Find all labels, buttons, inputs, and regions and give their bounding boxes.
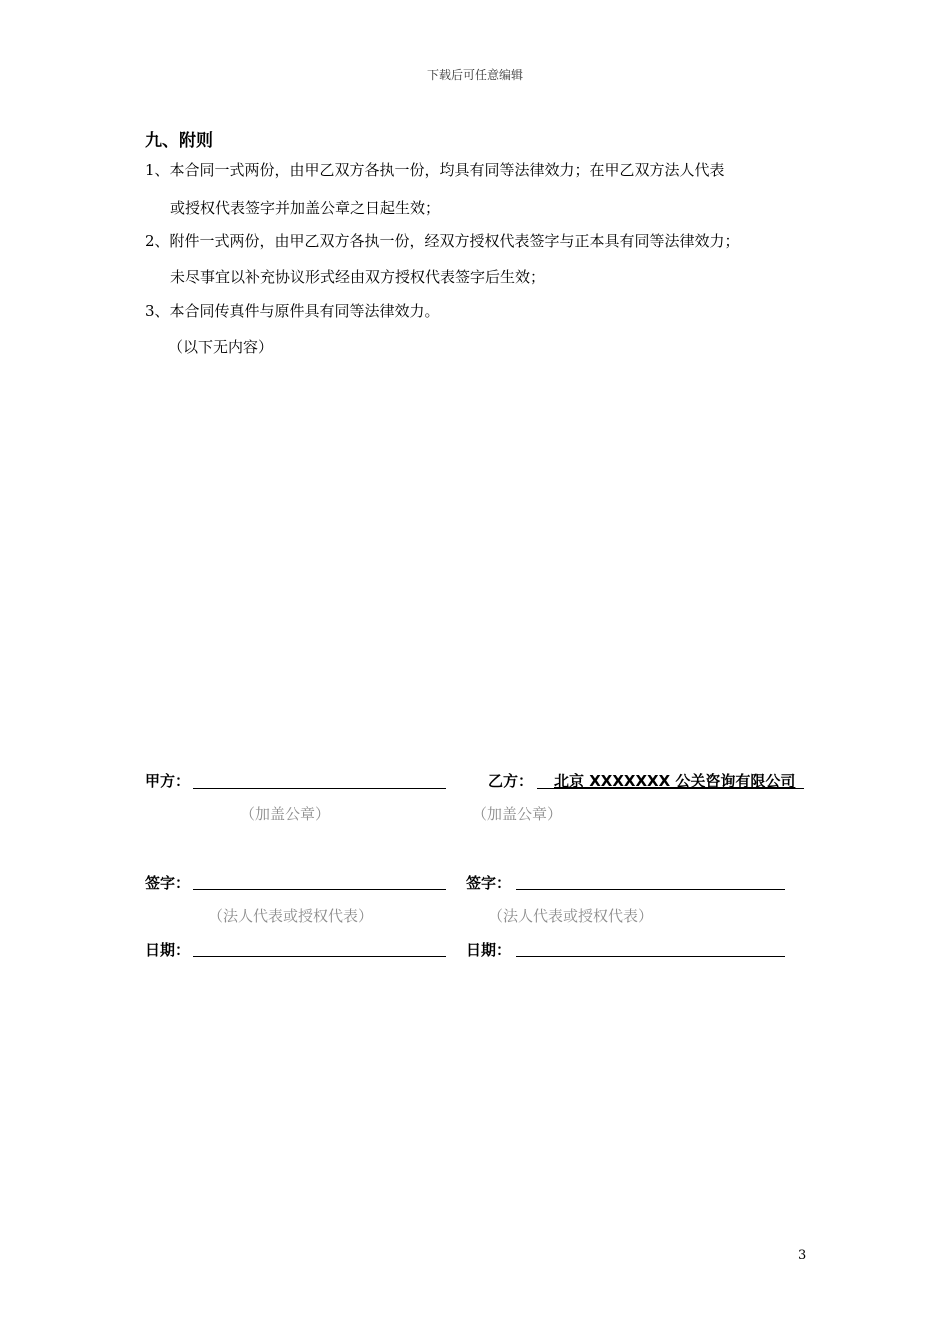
party-b-sign-label: 签字：: [466, 874, 512, 892]
party-b-seal-hint: （加盖公章）: [472, 805, 563, 823]
party-b-company: 北京 XXXXXXX 公关咨询有限公司: [554, 772, 796, 790]
party-b-sign-hint: （法人代表或授权代表）: [488, 907, 654, 925]
clause-2-line-2: 未尽事宜以补充协议形式经由双方授权代表签字后生效；: [170, 268, 546, 286]
party-a-sign-label: 签字：: [145, 874, 191, 892]
clause-1-line-1: 1、本合同一式两份，由甲乙双方各执一份，均具有同等法律效力；在甲乙双方法人代表: [145, 161, 725, 179]
clause-2-line-1: 2、附件一式两份，由甲乙双方各执一份，经双方授权代表签字与正本具有同等法律效力；: [145, 232, 740, 250]
party-a-line[interactable]: [193, 788, 446, 789]
clause-1-line-2: 或授权代表签字并加盖公章之日起生效；: [170, 199, 441, 217]
party-b-date-line[interactable]: [516, 956, 785, 957]
party-b-sign-line[interactable]: [516, 889, 785, 890]
party-a-seal-hint: （加盖公章）: [240, 805, 331, 823]
party-a-sign-line[interactable]: [193, 889, 446, 890]
party-a-label: 甲方：: [145, 772, 191, 790]
party-a-date-line[interactable]: [193, 956, 446, 957]
party-a-sign-hint: （法人代表或授权代表）: [208, 907, 374, 925]
header-note: 下载后可任意编辑: [426, 68, 523, 82]
page-number: 3: [798, 1248, 807, 1263]
party-b-label: 乙方：: [488, 772, 534, 790]
clause-3-line-1: 3、本合同传真件与原件具有同等法律效力。: [145, 302, 440, 320]
party-a-date-label: 日期：: [145, 941, 191, 959]
end-note: （以下无内容）: [168, 338, 274, 356]
section-title: 九、附则: [145, 131, 213, 151]
party-b-date-label: 日期：: [466, 941, 512, 959]
